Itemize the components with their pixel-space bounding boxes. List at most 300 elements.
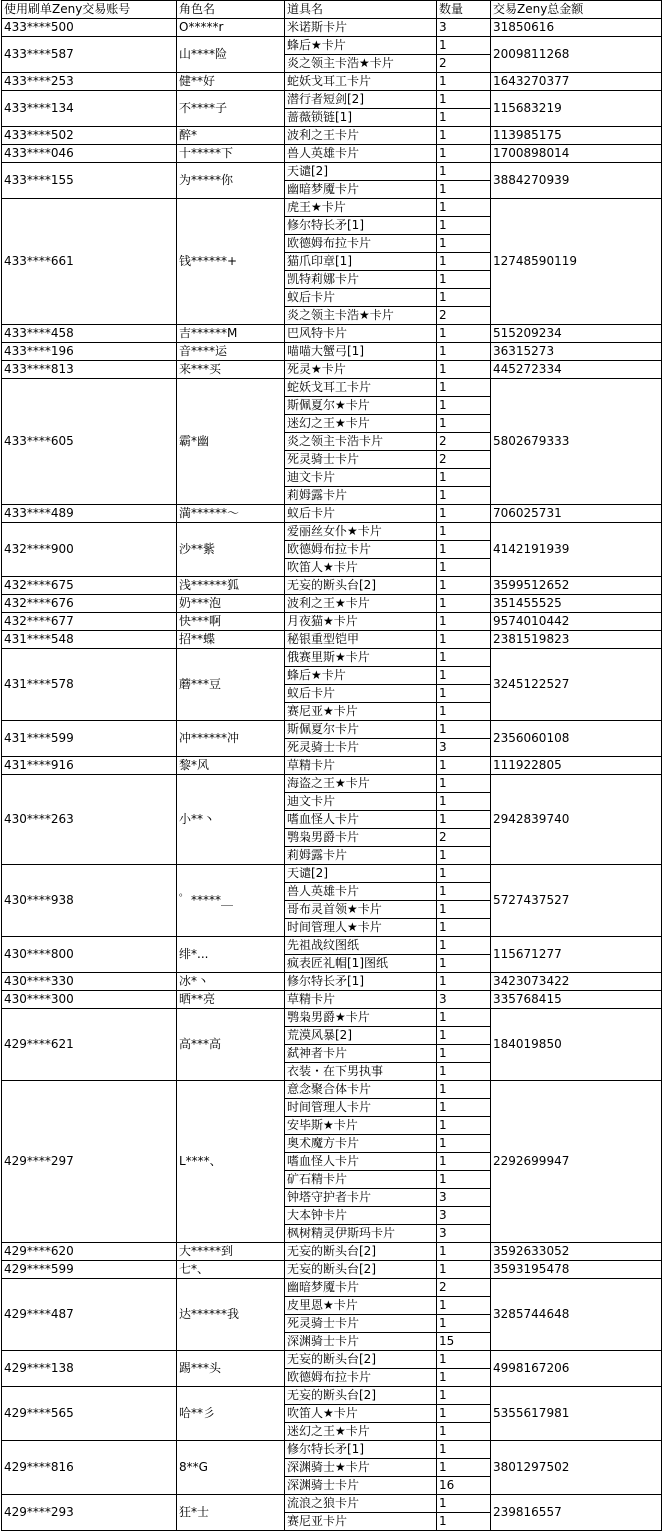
account-cell: 433****661 — [2, 199, 177, 325]
quantity-cell: 1 — [437, 415, 491, 433]
quantity-cell: 1 — [437, 1135, 491, 1153]
item-cell: 米诺斯卡片 — [285, 19, 437, 37]
item-cell: 天谴[2] — [285, 163, 437, 181]
role-cell: 音****运 — [177, 343, 285, 361]
table-row — [2, 937, 662, 955]
total-cell: 31850616 — [491, 19, 662, 37]
item-cell: 衣装・在下男执事 — [285, 1063, 437, 1081]
quantity-cell: 1 — [437, 397, 491, 415]
quantity-cell: 1 — [437, 1315, 491, 1333]
account-cell: 433****134 — [2, 91, 177, 127]
role-cell: 吉******M — [177, 325, 285, 343]
item-cell: 蛇妖戈耳工卡片 — [285, 379, 437, 397]
total-cell: 36315273 — [491, 343, 662, 361]
account-cell: 433****813 — [2, 361, 177, 379]
quantity-cell: 3 — [437, 1207, 491, 1225]
account-cell: 433****458 — [2, 325, 177, 343]
quantity-cell: 1 — [437, 1387, 491, 1405]
item-cell: 蛇妖戈耳工卡片 — [285, 73, 437, 91]
header-account: 使用刷单Zeny交易账号 — [2, 1, 177, 19]
role-cell: 七*、 — [177, 1261, 285, 1279]
item-cell: 蜂后★卡片 — [285, 667, 437, 685]
item-cell: 天谴[2] — [285, 865, 437, 883]
item-cell: 鹗枭男爵卡片 — [285, 829, 437, 847]
quantity-cell: 1 — [437, 775, 491, 793]
quantity-cell: 1 — [437, 1261, 491, 1279]
item-cell: 疯表匠礼帽[1]图纸 — [285, 955, 437, 973]
role-cell: 高***高 — [177, 1009, 285, 1081]
table-row — [2, 613, 662, 631]
quantity-cell: 1 — [437, 577, 491, 595]
account-cell: 432****675 — [2, 577, 177, 595]
item-cell: 无妄的断头台[2] — [285, 1387, 437, 1405]
total-cell: 3245122527 — [491, 649, 662, 721]
quantity-cell: 1 — [437, 343, 491, 361]
table-row — [2, 505, 662, 523]
item-cell: 兽人英雄卡片 — [285, 145, 437, 163]
quantity-cell: 1 — [437, 1153, 491, 1171]
item-cell: 欧德姆布拉卡片 — [285, 235, 437, 253]
role-cell: 达******我 — [177, 1279, 285, 1351]
total-cell: 2356060108 — [491, 721, 662, 757]
quantity-cell: 1 — [437, 469, 491, 487]
quantity-cell: 1 — [437, 613, 491, 631]
total-cell: 5802679333 — [491, 379, 662, 505]
table-row — [2, 325, 662, 343]
quantity-cell: 1 — [437, 379, 491, 397]
quantity-cell: 1 — [437, 955, 491, 973]
account-cell: 430****938 — [2, 865, 177, 937]
item-cell: 荒漠风暴[2] — [285, 1027, 437, 1045]
item-cell: 无妄的断头台[2] — [285, 1243, 437, 1261]
total-cell: 113985175 — [491, 127, 662, 145]
quantity-cell: 1 — [437, 631, 491, 649]
total-cell: 3884270939 — [491, 163, 662, 199]
quantity-cell: 1 — [437, 1243, 491, 1261]
quantity-cell: 2 — [437, 433, 491, 451]
account-cell: 431****599 — [2, 721, 177, 757]
item-cell: 大本钟卡片 — [285, 1207, 437, 1225]
table-row — [2, 1243, 662, 1261]
total-cell: 239816557 — [491, 1495, 662, 1531]
role-cell: 黎*风 — [177, 757, 285, 775]
item-cell: 死灵骑士卡片 — [285, 1315, 437, 1333]
total-cell: 184019850 — [491, 1009, 662, 1081]
quantity-cell: 1 — [437, 937, 491, 955]
item-cell: 斯佩夏尔★卡片 — [285, 397, 437, 415]
quantity-cell: 16 — [437, 1477, 491, 1495]
table-row — [2, 37, 662, 55]
account-cell: 429****138 — [2, 1351, 177, 1387]
role-cell: 蘑***豆 — [177, 649, 285, 721]
table-row — [2, 199, 662, 217]
item-cell: 吹笛人★卡片 — [285, 1405, 437, 1423]
item-cell: 草精卡片 — [285, 757, 437, 775]
role-cell: ゜*****＿ — [177, 865, 285, 937]
quantity-cell: 1 — [437, 649, 491, 667]
account-cell: 429****599 — [2, 1261, 177, 1279]
table-row — [2, 631, 662, 649]
item-cell: 秘银重型铠甲 — [285, 631, 437, 649]
total-cell: 3423073422 — [491, 973, 662, 991]
item-cell: 凯特莉娜卡片 — [285, 271, 437, 289]
account-cell: 432****677 — [2, 613, 177, 631]
quantity-cell: 1 — [437, 91, 491, 109]
role-cell: L****、 — [177, 1081, 285, 1243]
account-cell: 430****800 — [2, 937, 177, 973]
account-cell: 433****196 — [2, 343, 177, 361]
quantity-cell: 1 — [437, 1459, 491, 1477]
account-cell: 433****502 — [2, 127, 177, 145]
quantity-cell: 15 — [437, 1333, 491, 1351]
item-cell: 安毕斯★卡片 — [285, 1117, 437, 1135]
item-cell: 迪文卡片 — [285, 469, 437, 487]
table-row — [2, 127, 662, 145]
item-cell: 蚁后卡片 — [285, 505, 437, 523]
role-cell: O*****r — [177, 19, 285, 37]
role-cell: 不****子 — [177, 91, 285, 127]
item-cell: 炎之领主卡浩卡片 — [285, 433, 437, 451]
item-cell: 猫爪印章[1] — [285, 253, 437, 271]
quantity-cell: 1 — [437, 37, 491, 55]
total-cell: 706025731 — [491, 505, 662, 523]
item-cell: 莉姆露卡片 — [285, 487, 437, 505]
table-row — [2, 19, 662, 37]
account-cell: 431****578 — [2, 649, 177, 721]
quantity-cell: 1 — [437, 1045, 491, 1063]
item-cell: 哥布灵首领★卡片 — [285, 901, 437, 919]
account-cell: 429****487 — [2, 1279, 177, 1351]
item-cell: 欧德姆布拉卡片 — [285, 541, 437, 559]
quantity-cell: 1 — [437, 163, 491, 181]
header-row — [2, 1, 662, 19]
table-row — [2, 1279, 662, 1297]
quantity-cell: 1 — [437, 325, 491, 343]
item-cell: 钟塔守护者卡片 — [285, 1189, 437, 1207]
role-cell: 山****险 — [177, 37, 285, 73]
quantity-cell: 1 — [437, 1423, 491, 1441]
role-cell: 8**G — [177, 1441, 285, 1495]
item-cell: 时间管理人卡片 — [285, 1099, 437, 1117]
total-cell: 515209234 — [491, 325, 662, 343]
role-cell: 満******～ — [177, 505, 285, 523]
quantity-cell: 1 — [437, 1009, 491, 1027]
item-cell: 深渊骑士卡片 — [285, 1477, 437, 1495]
header-total: 交易Zeny总金额 — [491, 1, 662, 19]
quantity-cell: 1 — [437, 595, 491, 613]
header-role: 角色名 — [177, 1, 285, 19]
role-cell: 冲******冲 — [177, 721, 285, 757]
table-row — [2, 865, 662, 883]
total-cell: 5355617981 — [491, 1387, 662, 1441]
quantity-cell: 1 — [437, 217, 491, 235]
account-cell: 433****587 — [2, 37, 177, 73]
role-cell: 小**丶 — [177, 775, 285, 865]
quantity-cell: 3 — [437, 739, 491, 757]
account-cell: 433****489 — [2, 505, 177, 523]
role-cell: 健**好 — [177, 73, 285, 91]
account-cell: 433****253 — [2, 73, 177, 91]
total-cell: 445272334 — [491, 361, 662, 379]
role-cell: 快***啊 — [177, 613, 285, 631]
item-cell: 斯佩夏尔卡片 — [285, 721, 437, 739]
account-cell: 429****816 — [2, 1441, 177, 1495]
item-cell: 鹗枭男爵★卡片 — [285, 1009, 437, 1027]
quantity-cell: 1 — [437, 361, 491, 379]
quantity-cell: 1 — [437, 559, 491, 577]
account-cell: 429****620 — [2, 1243, 177, 1261]
total-cell: 111922805 — [491, 757, 662, 775]
total-cell: 1700898014 — [491, 145, 662, 163]
header-item: 道具名 — [285, 1, 437, 19]
item-cell: 波利之王卡片 — [285, 127, 437, 145]
quantity-cell: 1 — [437, 127, 491, 145]
quantity-cell: 1 — [437, 757, 491, 775]
quantity-cell: 1 — [437, 145, 491, 163]
account-cell: 429****293 — [2, 1495, 177, 1531]
role-cell: 来***买 — [177, 361, 285, 379]
quantity-cell: 1 — [437, 811, 491, 829]
account-cell: 432****676 — [2, 595, 177, 613]
quantity-cell: 1 — [437, 541, 491, 559]
item-cell: 蚁后卡片 — [285, 685, 437, 703]
quantity-cell: 1 — [437, 1441, 491, 1459]
account-cell: 433****500 — [2, 19, 177, 37]
role-cell: 大*****到 — [177, 1243, 285, 1261]
total-cell: 3593195478 — [491, 1261, 662, 1279]
quantity-cell: 3 — [437, 19, 491, 37]
quantity-cell: 1 — [437, 1081, 491, 1099]
total-cell: 3801297502 — [491, 1441, 662, 1495]
total-cell: 2292699947 — [491, 1081, 662, 1243]
role-cell: 浅******狐 — [177, 577, 285, 595]
total-cell: 2942839740 — [491, 775, 662, 865]
role-cell: 招**蝶 — [177, 631, 285, 649]
account-cell: 429****621 — [2, 1009, 177, 1081]
quantity-cell: 1 — [437, 181, 491, 199]
item-cell: 赛尼亚★卡片 — [285, 703, 437, 721]
item-cell: 时间管理人★卡片 — [285, 919, 437, 937]
table-row — [2, 649, 662, 667]
table-row — [2, 775, 662, 793]
quantity-cell: 1 — [437, 685, 491, 703]
table-row — [2, 1387, 662, 1405]
quantity-cell: 2 — [437, 451, 491, 469]
table-row — [2, 1495, 662, 1513]
role-cell: 冰*丶 — [177, 973, 285, 991]
item-cell: 波利之王★卡片 — [285, 595, 437, 613]
table-row — [2, 379, 662, 397]
total-cell: 4998167206 — [491, 1351, 662, 1387]
role-cell: 钱******+ — [177, 199, 285, 325]
item-cell: 迪文卡片 — [285, 793, 437, 811]
quantity-cell: 1 — [437, 721, 491, 739]
table-row — [2, 1081, 662, 1099]
total-cell: 3285744648 — [491, 1279, 662, 1351]
quantity-cell: 1 — [437, 523, 491, 541]
table-row — [2, 1009, 662, 1027]
quantity-cell: 1 — [437, 1171, 491, 1189]
item-cell: 嗜血怪人卡片 — [285, 811, 437, 829]
quantity-cell: 1 — [437, 199, 491, 217]
item-cell: 无妄的断头台[2] — [285, 1261, 437, 1279]
quantity-cell: 2 — [437, 307, 491, 325]
item-cell: 嗜血怪人卡片 — [285, 1153, 437, 1171]
table-row — [2, 1351, 662, 1369]
role-cell: 哈**彡 — [177, 1387, 285, 1441]
item-cell: 无妄的断头台[2] — [285, 1351, 437, 1369]
quantity-cell: 1 — [437, 1027, 491, 1045]
account-cell: 432****900 — [2, 523, 177, 577]
item-cell: 蜂后★卡片 — [285, 37, 437, 55]
item-cell: 修尔特长矛[1] — [285, 1441, 437, 1459]
table-row — [2, 721, 662, 739]
item-cell: 幽暗梦魇卡片 — [285, 1279, 437, 1297]
table-body — [2, 19, 662, 1531]
table-row — [2, 1441, 662, 1459]
item-cell: 矿石精卡片 — [285, 1171, 437, 1189]
item-cell: 先祖战纹图纸 — [285, 937, 437, 955]
item-cell: 迷幻之王★卡片 — [285, 415, 437, 433]
item-cell: 皮里恩★卡片 — [285, 1297, 437, 1315]
account-cell: 430****300 — [2, 991, 177, 1009]
quantity-cell: 1 — [437, 973, 491, 991]
table-row — [2, 361, 662, 379]
item-cell: 死灵骑士卡片 — [285, 451, 437, 469]
item-cell: 枫树精灵伊斯玛卡片 — [285, 1225, 437, 1243]
item-cell: 迷幻之王★卡片 — [285, 1423, 437, 1441]
table-row — [2, 343, 662, 361]
quantity-cell: 1 — [437, 883, 491, 901]
quantity-cell: 1 — [437, 289, 491, 307]
quantity-cell: 1 — [437, 865, 491, 883]
account-cell: 429****297 — [2, 1081, 177, 1243]
item-cell: 幽暗梦魇卡片 — [285, 181, 437, 199]
account-cell: 431****916 — [2, 757, 177, 775]
role-cell: 奶***泡 — [177, 595, 285, 613]
item-cell: 奥术魔方卡片 — [285, 1135, 437, 1153]
quantity-cell: 2 — [437, 55, 491, 73]
total-cell: 2009811268 — [491, 37, 662, 73]
quantity-cell: 1 — [437, 1351, 491, 1369]
quantity-cell: 1 — [437, 667, 491, 685]
total-cell: 9574010442 — [491, 613, 662, 631]
total-cell: 2381519823 — [491, 631, 662, 649]
total-cell: 115671277 — [491, 937, 662, 973]
quantity-cell: 3 — [437, 1189, 491, 1207]
quantity-cell: 1 — [437, 1117, 491, 1135]
item-cell: 爱丽丝女仆★卡片 — [285, 523, 437, 541]
item-cell: 兽人英雄卡片 — [285, 883, 437, 901]
quantity-cell: 1 — [437, 1297, 491, 1315]
table-row — [2, 73, 662, 91]
quantity-cell: 2 — [437, 1279, 491, 1297]
total-cell: 1643270377 — [491, 73, 662, 91]
header-quantity: 数量 — [437, 1, 491, 19]
quantity-cell: 1 — [437, 235, 491, 253]
quantity-cell: 1 — [437, 253, 491, 271]
quantity-cell: 1 — [437, 1513, 491, 1531]
quantity-cell: 1 — [437, 271, 491, 289]
zeny-transaction-table — [1, 0, 662, 1531]
account-cell: 430****263 — [2, 775, 177, 865]
item-cell: 巴风特卡片 — [285, 325, 437, 343]
account-cell: 433****155 — [2, 163, 177, 199]
table-row — [2, 757, 662, 775]
table-row — [2, 145, 662, 163]
table-row — [2, 163, 662, 181]
item-cell: 流浪之狼卡片 — [285, 1495, 437, 1513]
quantity-cell: 1 — [437, 1099, 491, 1117]
role-cell: 踢***头 — [177, 1351, 285, 1387]
item-cell: 虎王★卡片 — [285, 199, 437, 217]
total-cell: 335768415 — [491, 991, 662, 1009]
role-cell: 霸*幽 — [177, 379, 285, 505]
item-cell: 意念聚合体卡片 — [285, 1081, 437, 1099]
account-cell: 429****565 — [2, 1387, 177, 1441]
item-cell: 赛尼亚卡片 — [285, 1513, 437, 1531]
table-row — [2, 91, 662, 109]
total-cell: 3592633052 — [491, 1243, 662, 1261]
role-cell: 沙**紫 — [177, 523, 285, 577]
item-cell: 海盗之王★卡片 — [285, 775, 437, 793]
table-row — [2, 577, 662, 595]
item-cell: 吹笛人★卡片 — [285, 559, 437, 577]
item-cell: 俄赛里斯★卡片 — [285, 649, 437, 667]
item-cell: 炎之领主卡浩★卡片 — [285, 55, 437, 73]
quantity-cell: 1 — [437, 1495, 491, 1513]
item-cell: 弑神者卡片 — [285, 1045, 437, 1063]
item-cell: 月夜猫★卡片 — [285, 613, 437, 631]
item-cell: 无妄的断头台[2] — [285, 577, 437, 595]
quantity-cell: 3 — [437, 1225, 491, 1243]
quantity-cell: 1 — [437, 1405, 491, 1423]
item-cell: 欧德姆布拉卡片 — [285, 1369, 437, 1387]
table-row — [2, 523, 662, 541]
item-cell: 修尔特长矛[1] — [285, 217, 437, 235]
item-cell: 死灵骑士卡片 — [285, 739, 437, 757]
item-cell: 炎之领主卡浩★卡片 — [285, 307, 437, 325]
quantity-cell: 1 — [437, 793, 491, 811]
total-cell: 115683219 — [491, 91, 662, 127]
account-cell: 433****046 — [2, 145, 177, 163]
role-cell: 绯*... — [177, 937, 285, 973]
quantity-cell: 1 — [437, 703, 491, 721]
total-cell: 4142191939 — [491, 523, 662, 577]
table-row — [2, 1261, 662, 1279]
item-cell: 莉姆露卡片 — [285, 847, 437, 865]
table-row — [2, 595, 662, 613]
quantity-cell: 1 — [437, 73, 491, 91]
quantity-cell: 1 — [437, 1063, 491, 1081]
item-cell: 死灵★卡片 — [285, 361, 437, 379]
item-cell: 蚁后卡片 — [285, 289, 437, 307]
table-row — [2, 973, 662, 991]
account-cell: 431****548 — [2, 631, 177, 649]
quantity-cell: 1 — [437, 109, 491, 127]
account-cell: 430****330 — [2, 973, 177, 991]
item-cell: 深渊骑士★卡片 — [285, 1459, 437, 1477]
item-cell: 喵喵大蟹弓[1] — [285, 343, 437, 361]
role-cell: 十*****下 — [177, 145, 285, 163]
quantity-cell: 1 — [437, 919, 491, 937]
quantity-cell: 1 — [437, 487, 491, 505]
total-cell: 5727437527 — [491, 865, 662, 937]
role-cell: 晒**亮 — [177, 991, 285, 1009]
quantity-cell: 1 — [437, 505, 491, 523]
total-cell: 12748590119 — [491, 199, 662, 325]
quantity-cell: 2 — [437, 829, 491, 847]
